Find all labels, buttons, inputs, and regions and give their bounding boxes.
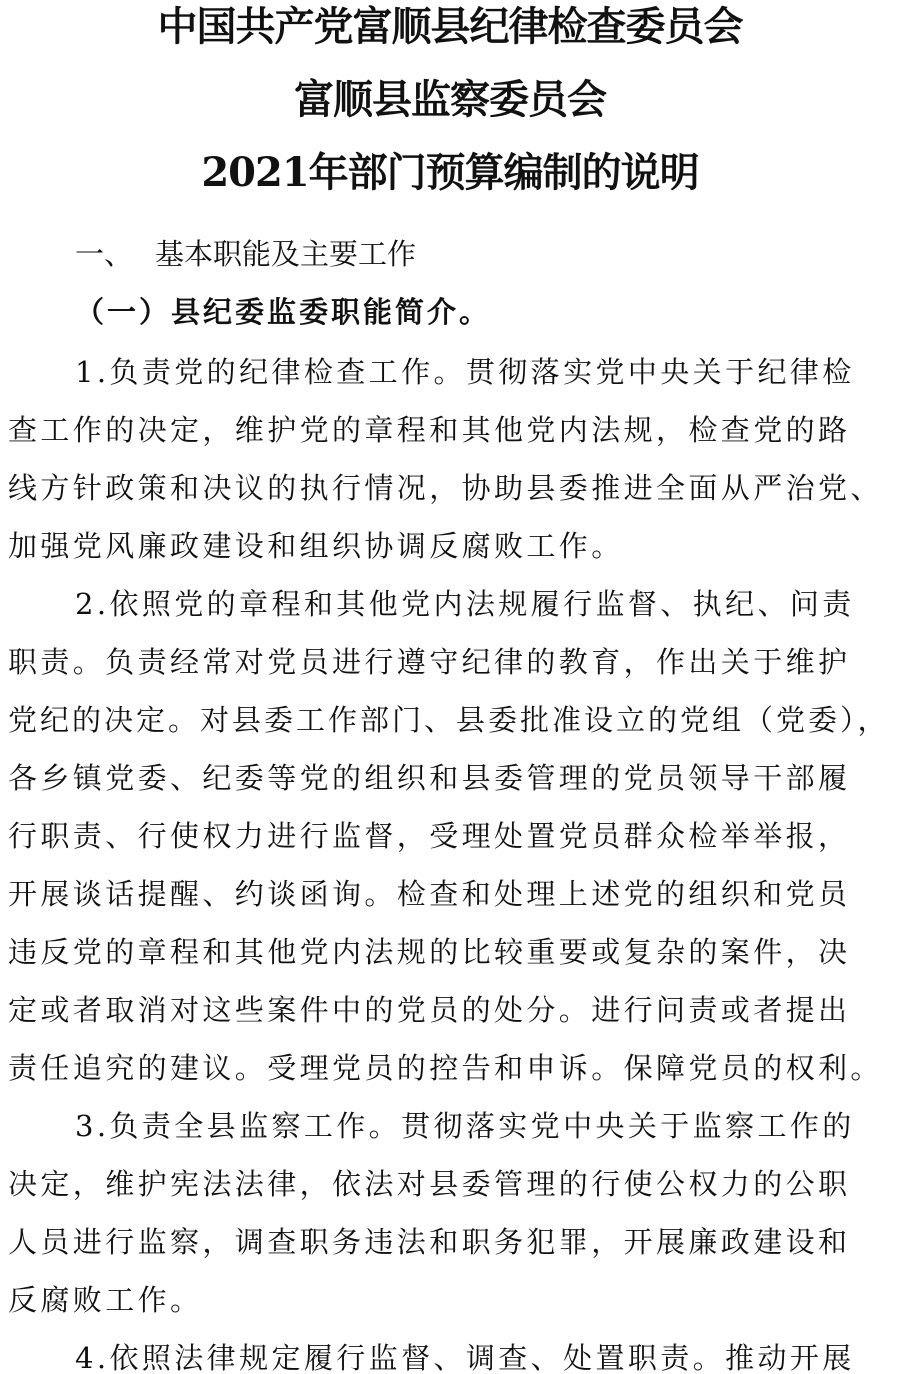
paragraph-line: 职责。负责经常对党员进行遵守纪律的教育，作出关于维护 [8, 645, 851, 679]
paragraph-line: 查工作的决定，维护党的章程和其他党内法规，检查党的路 [8, 413, 851, 447]
paragraph-line: 人员进行监察，调查职务违法和职务犯罪，开展廉政建设和 [8, 1225, 851, 1259]
section-heading [75, 234, 416, 274]
title-line-2: 富顺县监察委员会 [294, 76, 606, 123]
subsection-heading: （一）县纪委监委职能简介。 [75, 295, 492, 329]
section-number: 一、 [75, 237, 134, 271]
paragraph-line: 各乡镇党委、纪委等党的组织和县委管理的党员领导干部履 [8, 761, 851, 795]
paragraph-line: 责任追究的建议。受理党员的控告和申诉。保障党员的权利。 [8, 1051, 883, 1085]
paragraph-line: 3.负责全县监察工作。贯彻落实党中央关于监察工作的 [75, 1109, 855, 1143]
paragraph-line: 决定，维护宪法法律，依法对县委管理的行使公权力的公职 [8, 1167, 851, 1201]
paragraph-line: 开展谈话提醒、约谈函询。检查和处理上述党的组织和党员 [8, 877, 851, 911]
paragraph-line: 2.依照党的章程和其他党内法规履行监督、执纪、问责 [75, 587, 855, 621]
paragraph-line: 线方针政策和决议的执行情况，协助县委推进全面从严治党、 [8, 471, 883, 505]
title-line-3: 2021年部门预算编制的说明 [201, 149, 699, 196]
paragraph-line: 行职责、行使权力进行监督，受理处置党员群众检举举报， [8, 819, 851, 853]
section-heading-text: 基本职能及主要工作 [155, 237, 417, 271]
paragraph-line: 党纪的决定。对县委工作部门、县委批准设立的党组（党委）， [8, 703, 890, 737]
paragraph-line: 反腐败工作。 [8, 1283, 203, 1317]
paragraph-line: 定或者取消对这些案件中的党员的处分。进行问责或者提出 [8, 993, 851, 1027]
paragraph-line: 违反党的章程和其他党内法规的比较重要或复杂的案件，决 [8, 935, 851, 969]
paragraph-line: 1.负责党的纪律检查工作。贯彻落实党中央关于纪律检 [75, 355, 855, 389]
title-line-1: 中国共产党富顺县纪律检查委员会 [157, 3, 743, 50]
paragraph-line: 加强党风廉政建设和组织协调反腐败工作。 [8, 529, 624, 563]
paragraph-line: 4.依照法律规定履行监督、调查、处置职责。推动开展 [75, 1341, 855, 1374]
